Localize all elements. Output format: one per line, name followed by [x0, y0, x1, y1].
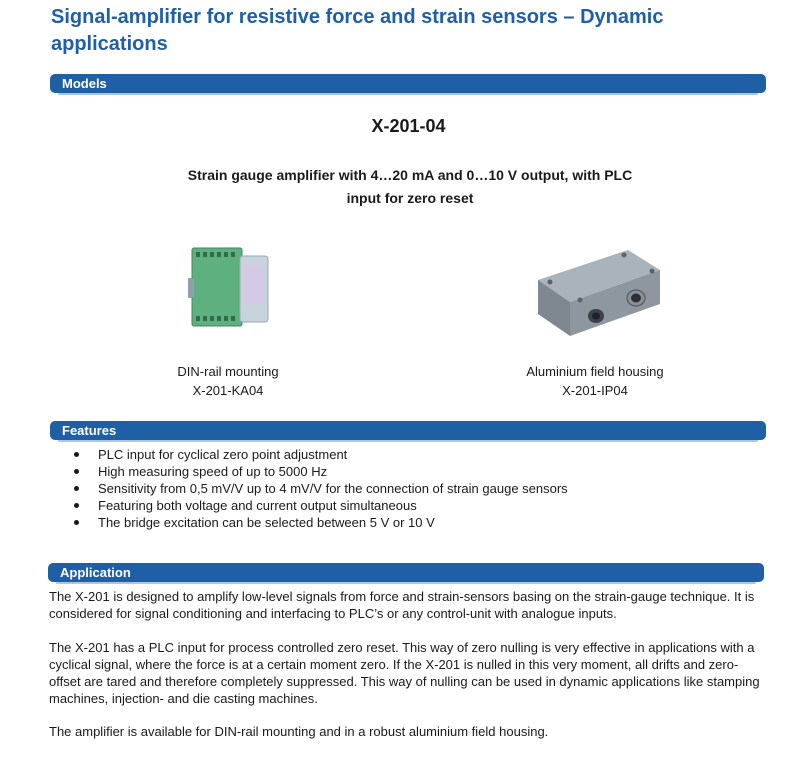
- section-header-label: Models: [62, 76, 107, 91]
- section-header-label: Features: [62, 423, 117, 438]
- features-list: [72, 446, 752, 531]
- product-code: X-201-KA04: [192, 383, 264, 398]
- feature-text: High measuring speed of up to 5000 Hz: [98, 464, 328, 479]
- section-header-models: [50, 74, 766, 93]
- bullet-icon: [74, 503, 79, 508]
- product-caption: DIN-rail mounting: [177, 364, 279, 379]
- model-description: Strain gauge amplifier with 4…20 mA and 0…10 V output, with PLC input for zero reset: [187, 167, 633, 206]
- feature-text: Featuring both voltage and current output simultaneous: [98, 498, 417, 513]
- product-din-rail: [128, 362, 328, 400]
- product-caption: Aluminium field housing: [526, 364, 664, 379]
- application-paragraph: The amplifier is available for DIN-rail mounting and in a robust aluminium field housing.: [49, 724, 549, 739]
- din-rail-amplifier-image: [180, 238, 280, 338]
- model-name: X-201-04: [371, 116, 446, 136]
- list-item: [72, 463, 752, 480]
- list-item: [72, 497, 752, 514]
- application-paragraph: The X-201 is designed to amplify low-level signals from force and strain-sensors basing on the strain-gauge technique. It is considered for signal conditioning and interfacing to PLC’s or any control-unit with analogue inputs.: [49, 589, 755, 621]
- product-aluminium-housing: [495, 362, 695, 400]
- list-item: [72, 480, 752, 497]
- list-item: [72, 446, 752, 463]
- feature-text: Sensitivity from 0,5 mV/V up to 4 mV/V for the connection of strain gauge sensors: [98, 481, 568, 496]
- feature-text: The bridge excitation can be selected between 5 V or 10 V: [98, 515, 435, 530]
- section-header-features: [50, 421, 766, 440]
- product-code: X-201-IP04: [562, 383, 628, 398]
- bullet-icon: [74, 520, 79, 525]
- aluminium-housing-image: [528, 240, 664, 340]
- section-header-label: Application: [60, 565, 131, 580]
- feature-text: PLC input for cyclical zero point adjustment: [98, 447, 348, 462]
- page-title: Signal-amplifier for resistive force and strain sensors – Dynamic applications: [51, 6, 664, 55]
- list-item: [72, 514, 752, 531]
- bullet-icon: [74, 469, 79, 474]
- application-paragraph: The X-201 has a PLC input for process controlled zero reset. This way of zero nulling is very effective in applications with a cyclical signal, where the force is at a certain moment zero. If the X-201 is nulled in this very moment, all drifts and zero-offset are tared and therefore completely suppressed. This way of nulling can be used in dynamic applications like stamping machines, injection- and die casting machines.: [49, 640, 760, 706]
- section-header-application: [48, 563, 764, 582]
- bullet-icon: [74, 452, 79, 457]
- bullet-icon: [74, 486, 79, 491]
